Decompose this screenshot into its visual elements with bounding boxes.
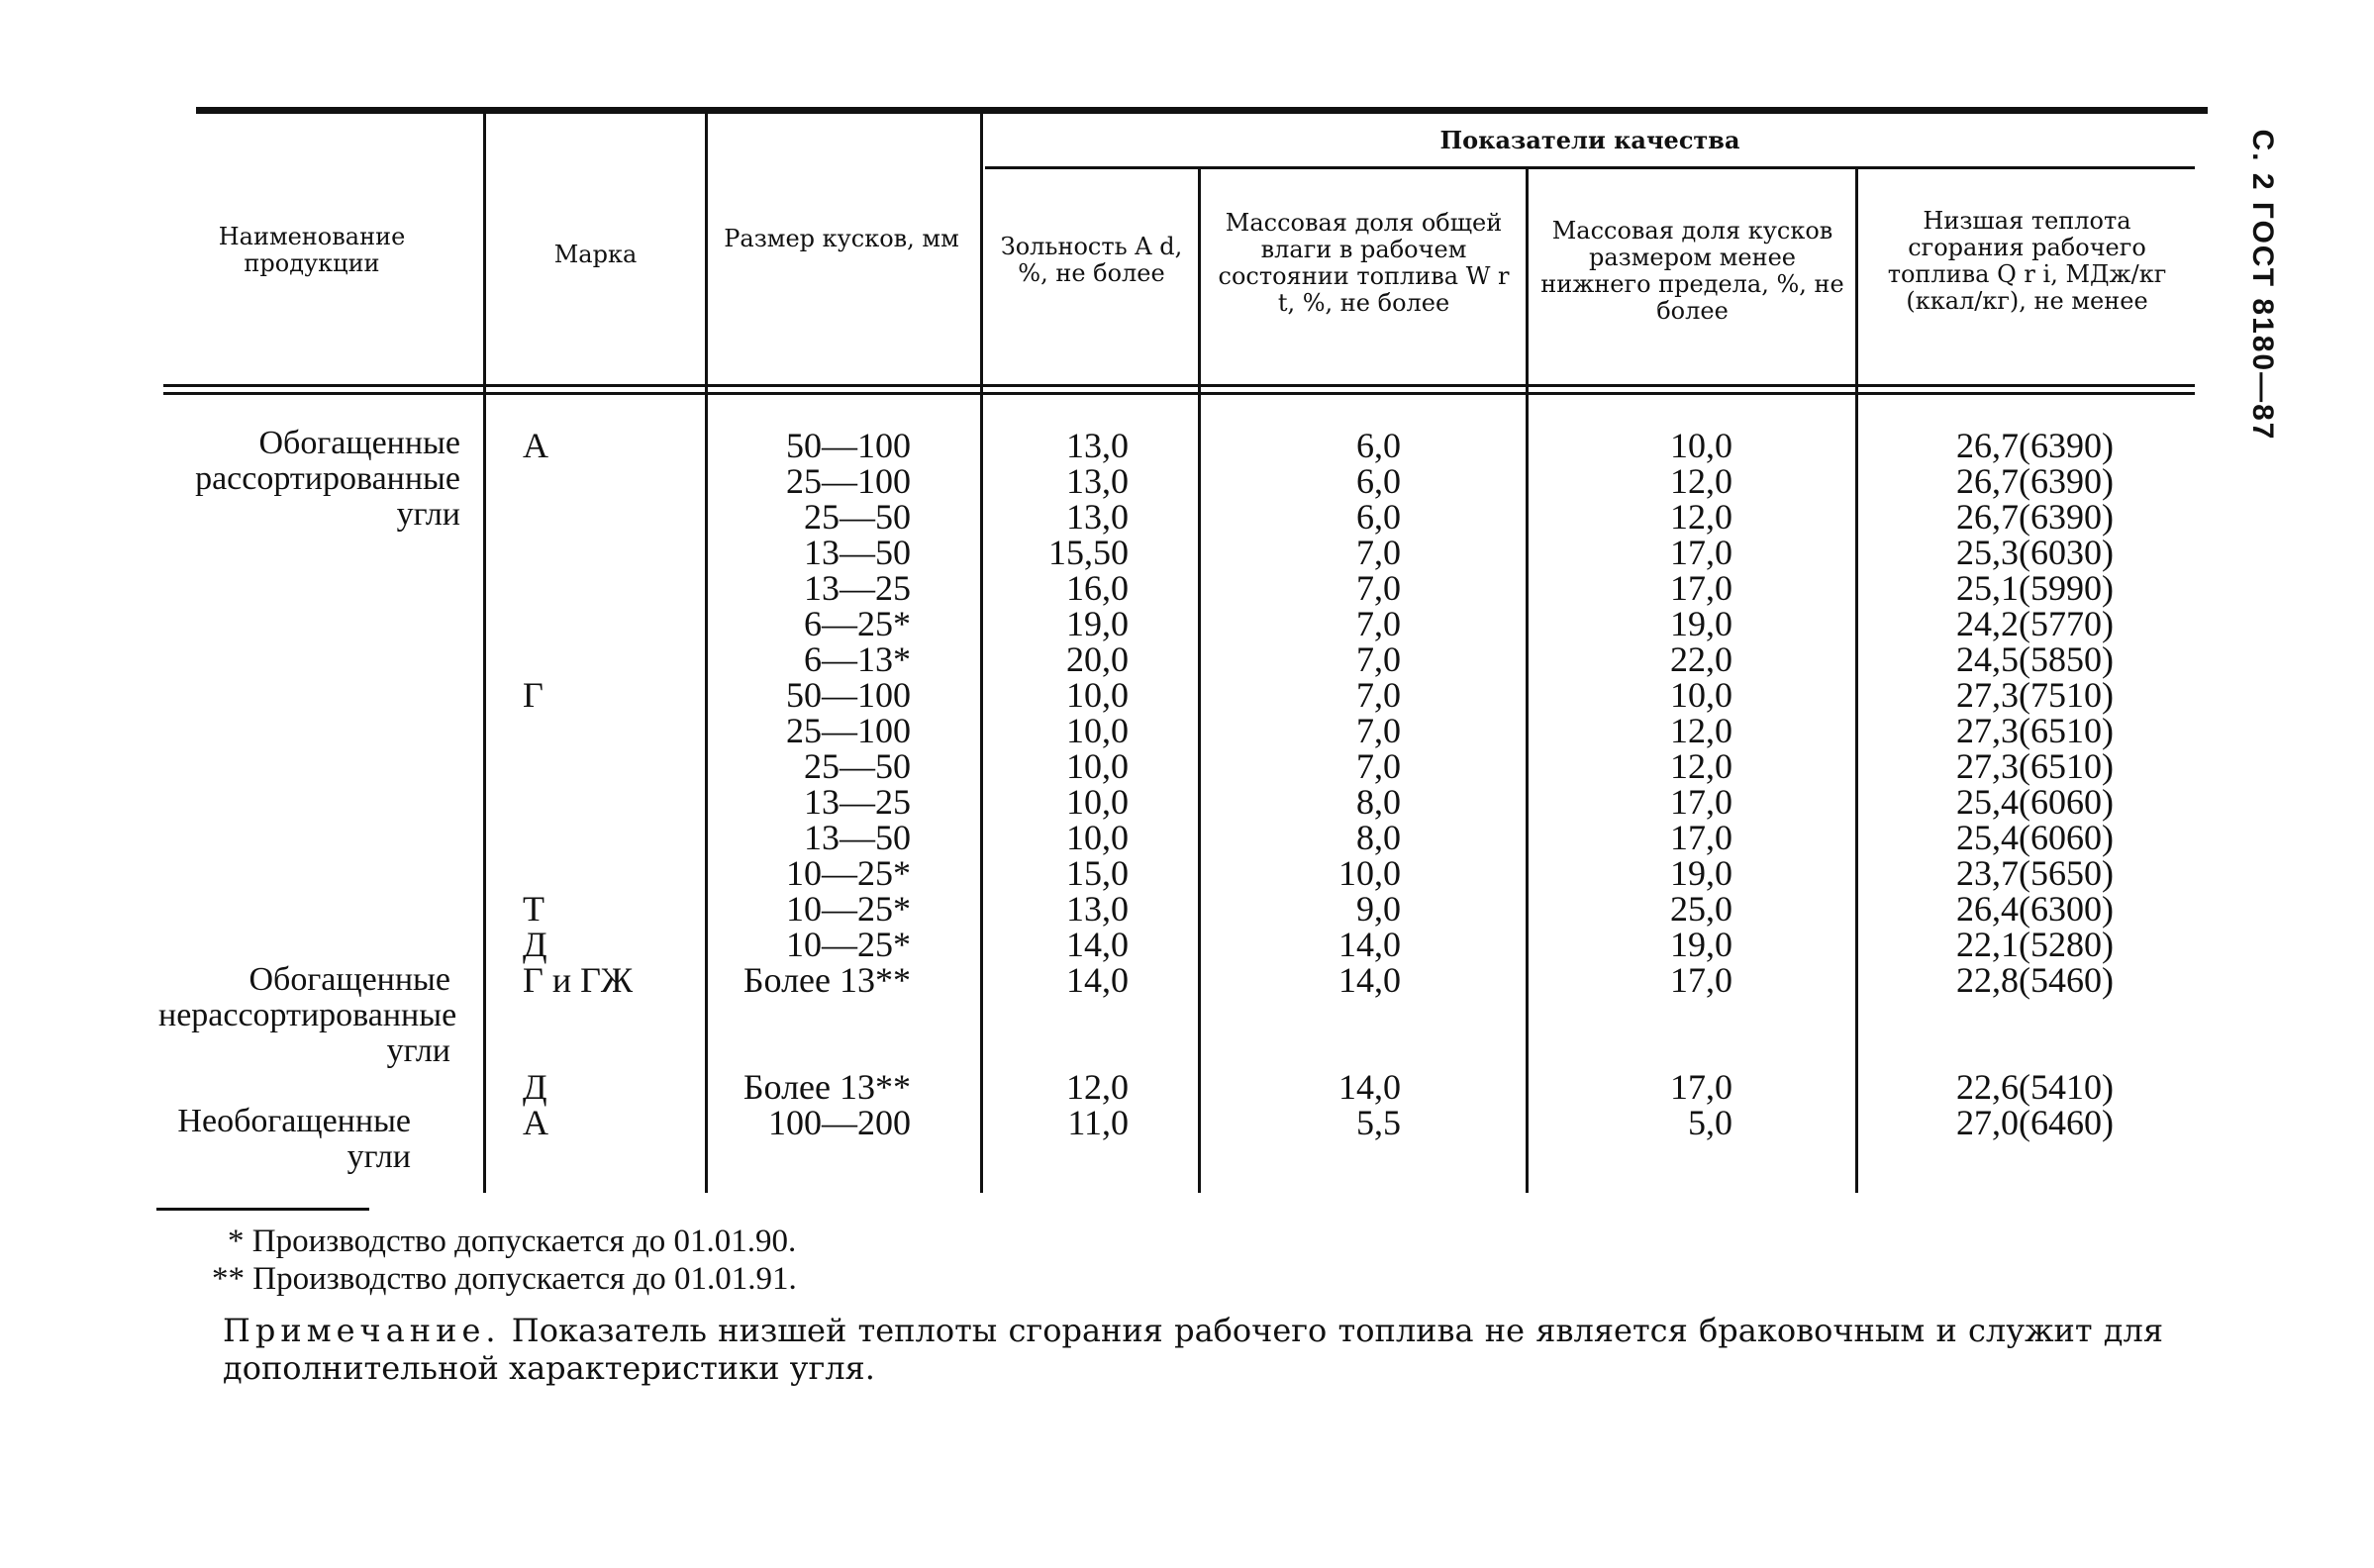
cell-moisture: 6,0 [1356, 497, 1401, 537]
cell-heat: 25,4(6060) [1956, 818, 2114, 857]
cell-heat: 25,3(6030) [1956, 533, 2114, 572]
header-mark: Марка [553, 241, 638, 268]
cell-heat: 25,1(5990) [1956, 568, 2114, 608]
cell-size: 13—25 [804, 782, 911, 822]
cell-fines: 17,0 [1670, 782, 1732, 822]
header-fines: Массовая доля кусков размером менее нижнего предела, %, не более [1540, 217, 1844, 325]
cell-ash: 19,0 [1066, 604, 1129, 643]
cell-size: 6—13* [804, 639, 911, 679]
cell-ash: 13,0 [1066, 497, 1129, 537]
cell-heat: 27,3(6510) [1956, 711, 2114, 750]
cell-size: 25—100 [786, 711, 911, 750]
cell-size: 13—50 [804, 818, 911, 857]
cell-mark: Д [523, 1067, 547, 1107]
cell-heat: 25,4(6060) [1956, 782, 2114, 822]
header-product-text: Наименование продукции [218, 223, 406, 277]
cell-size: 10—25* [786, 889, 911, 929]
cell-ash: 10,0 [1066, 675, 1129, 715]
cell-ash: 11,0 [1067, 1103, 1129, 1142]
cell-ash: 14,0 [1066, 925, 1129, 964]
cell-fines: 19,0 [1670, 604, 1732, 643]
cell-heat: 22,6(5410) [1956, 1067, 2114, 1107]
cell-heat: 27,3(6510) [1956, 746, 2114, 786]
cell-moisture: 7,0 [1356, 568, 1401, 608]
cell-ash: 16,0 [1066, 568, 1129, 608]
header-group: Показатели качества [1439, 126, 1740, 154]
cell-moisture: 7,0 [1356, 639, 1401, 679]
cell-mark: Д [523, 925, 547, 964]
cell-size: 100—200 [768, 1103, 911, 1142]
cell-mark: Т [523, 889, 544, 929]
cell-moisture: 7,0 [1356, 533, 1401, 572]
cell-size: 13—50 [804, 533, 911, 572]
cell-mark: Г и ГЖ [523, 960, 634, 1000]
cell-moisture: 6,0 [1356, 461, 1401, 501]
cell-fines: 17,0 [1670, 1067, 1732, 1107]
header-ash: Зольность A d, %, не более [1000, 233, 1183, 287]
cell-moisture: 9,0 [1356, 889, 1401, 929]
cell-ash: 10,0 [1066, 782, 1129, 822]
cell-size: 6—25* [804, 604, 911, 643]
cell-ash: 13,0 [1066, 461, 1129, 501]
cell-fines: 25,0 [1670, 889, 1732, 929]
cell-heat: 26,7(6390) [1956, 426, 2114, 465]
cell-size: 10—25* [786, 925, 911, 964]
cell-moisture: 14,0 [1338, 960, 1401, 1000]
group-label-1: Обогащенные рассортированные угли [195, 425, 460, 533]
col-rule-2 [705, 114, 708, 1193]
col-rule-5 [1526, 166, 1529, 1193]
cell-size: 13—25 [804, 568, 911, 608]
col-rule-3 [980, 114, 983, 1193]
cell-size: Более 13** [742, 960, 911, 1000]
cell-fines: 12,0 [1670, 746, 1732, 786]
cell-mark: А [523, 426, 548, 465]
cell-heat: 23,7(5650) [1956, 853, 2114, 893]
cell-heat: 26,7(6390) [1956, 461, 2114, 501]
header-product [198, 224, 426, 277]
cell-fines: 17,0 [1670, 533, 1732, 572]
cell-mark: Г [523, 675, 544, 715]
cell-moisture: 14,0 [1338, 925, 1401, 964]
cell-heat: 27,0(6460) [1956, 1103, 2114, 1142]
running-head-text: С. 2 ГОСТ 8180—87 [2246, 129, 2279, 441]
cell-ash: 10,0 [1066, 746, 1129, 786]
cell-heat: 26,7(6390) [1956, 497, 2114, 537]
cell-size: Более 13** [742, 1067, 911, 1107]
group-label-3: Необогащенные угли [177, 1103, 411, 1175]
note-paragraph [223, 1312, 2163, 1387]
header-bottom-rule-2 [163, 392, 2195, 395]
cell-ash: 15,50 [1048, 533, 1129, 572]
cell-moisture: 7,0 [1356, 604, 1401, 643]
cell-moisture: 5,5 [1356, 1103, 1401, 1142]
cell-mark: А [523, 1103, 548, 1142]
cell-moisture: 7,0 [1356, 675, 1401, 715]
cell-fines: 5,0 [1688, 1103, 1732, 1142]
cell-moisture: 7,0 [1356, 711, 1401, 750]
cell-moisture: 8,0 [1356, 782, 1401, 822]
cell-fines: 19,0 [1670, 925, 1732, 964]
cell-heat: 24,5(5850) [1956, 639, 2114, 679]
header-moisture: Массовая доля общей влаги в рабочем состоянии топлива W r t, %, не более [1218, 209, 1510, 317]
cell-ash: 20,0 [1066, 639, 1129, 679]
cell-size: 50—100 [786, 675, 911, 715]
cell-size: 50—100 [786, 426, 911, 465]
cell-moisture: 6,0 [1356, 426, 1401, 465]
header-heat: Низшая теплота сгорания рабочего топлива Q r i, МДж/кг (ккал/кг), не менее [1887, 207, 2167, 315]
col-rule-4 [1198, 166, 1201, 1193]
table-end-rule [156, 1208, 369, 1211]
cell-moisture: 10,0 [1338, 853, 1401, 893]
cell-fines: 19,0 [1670, 853, 1732, 893]
cell-size: 25—100 [786, 461, 911, 501]
cell-ash: 13,0 [1066, 426, 1129, 465]
cell-moisture: 14,0 [1338, 1067, 1401, 1107]
cell-ash: 12,0 [1066, 1067, 1129, 1107]
col-rule-6 [1855, 166, 1858, 1193]
cell-ash: 10,0 [1066, 711, 1129, 750]
group-header-rule [985, 166, 2195, 169]
cell-ash: 14,0 [1066, 960, 1129, 1000]
cell-fines: 12,0 [1670, 461, 1732, 501]
cell-moisture: 8,0 [1356, 818, 1401, 857]
cell-fines: 12,0 [1670, 497, 1732, 537]
header-bottom-rule-1 [163, 384, 2195, 387]
cell-heat: 27,3(7510) [1956, 675, 2114, 715]
cell-size: 25—50 [804, 746, 911, 786]
cell-fines: 12,0 [1670, 711, 1732, 750]
header-size: Размер кусков, мм [724, 225, 959, 252]
cell-fines: 22,0 [1670, 639, 1732, 679]
cell-fines: 17,0 [1670, 568, 1732, 608]
cell-size: 10—25* [786, 853, 911, 893]
note-label: Примечание. [223, 1312, 501, 1349]
cell-moisture: 7,0 [1356, 746, 1401, 786]
group-label-2: Обогащенные нерассортированные угли [158, 961, 457, 1069]
cell-ash: 10,0 [1066, 818, 1129, 857]
cell-fines: 10,0 [1670, 426, 1732, 465]
cell-ash: 13,0 [1066, 889, 1129, 929]
cell-fines: 17,0 [1670, 960, 1732, 1000]
note-text: Показатель низшей теплоты сгорания рабочего топлива не является браковочным и служит для дополнительной характеристики угля. [223, 1312, 2164, 1387]
footnote-1: * Производство допускается до 01.01.90. [228, 1224, 797, 1259]
footnote-2: ** Производство допускается до 01.01.91. [212, 1261, 797, 1297]
cell-heat: 24,2(5770) [1956, 604, 2114, 643]
cell-size: 25—50 [804, 497, 911, 537]
col-rule-1 [483, 114, 486, 1193]
cell-heat: 22,1(5280) [1956, 925, 2114, 964]
table-top-rule [196, 107, 2208, 114]
cell-heat: 26,4(6300) [1956, 889, 2114, 929]
cell-fines: 10,0 [1670, 675, 1732, 715]
cell-heat: 22,8(5460) [1956, 960, 2114, 1000]
cell-fines: 17,0 [1670, 818, 1732, 857]
running-head [2232, 107, 2292, 463]
cell-ash: 15,0 [1066, 853, 1129, 893]
